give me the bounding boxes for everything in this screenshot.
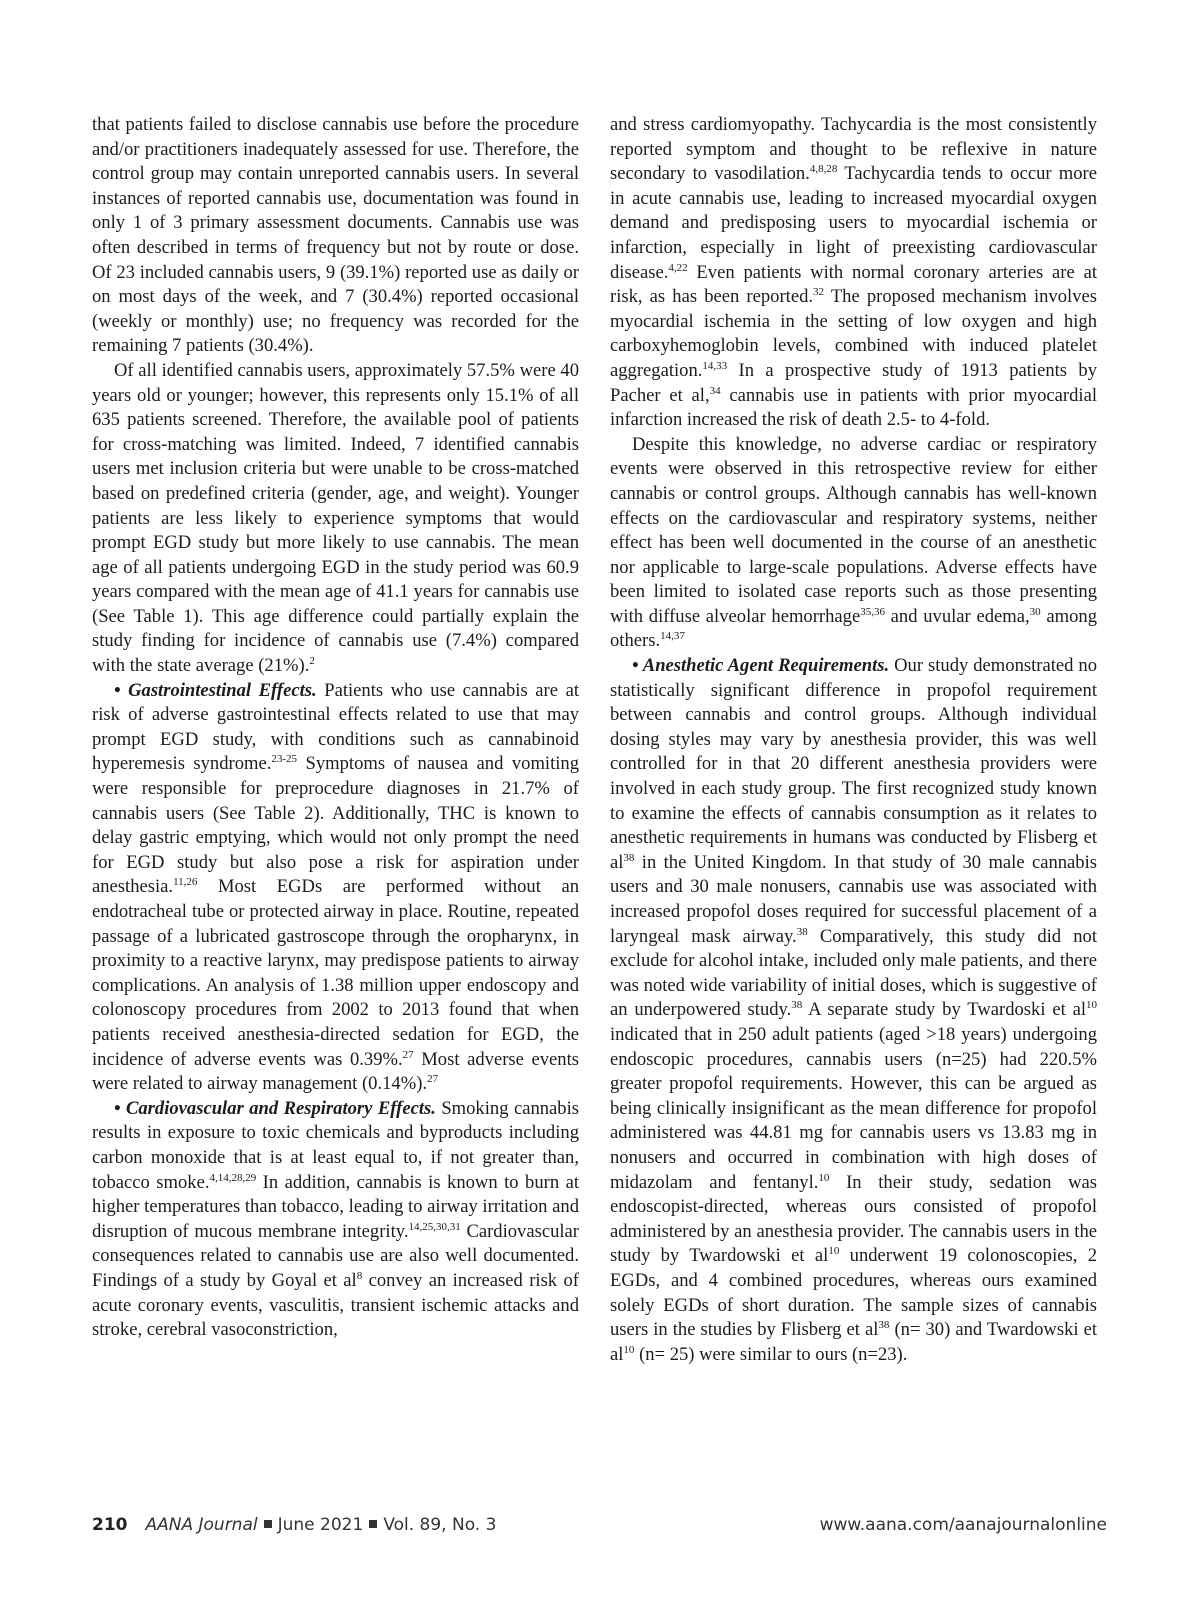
section-heading: • Cardiovascular and Respiratory Effects. <box>114 1097 436 1119</box>
body-text: Comparatively, this study did not exclude for alcohol intake, included only male patients, and there was noted wide variability of initial doses, which is suggestive of an underpowered study. <box>610 925 1097 1021</box>
body-text: and uvular edema, <box>884 605 1030 627</box>
right-column <box>610 113 1097 1367</box>
journal-name: AANA Journal <box>145 1515 258 1535</box>
paragraph <box>92 359 579 679</box>
body-text: in the United Kingdom. In that study of 30 male cannabis users and 30 male nonusers, cannabis use was associated with increased propofol doses required for successful placement of a laryngeal mask airway. <box>610 851 1097 947</box>
body-text: cannabis use in patients with prior myocardial infarction increased the risk of death 2.5- to 4-fold. <box>610 384 1097 431</box>
section-heading: • Anesthetic Agent Requirements. <box>632 655 890 677</box>
citation: 27 <box>427 1073 439 1086</box>
separator-square-icon <box>369 1520 377 1528</box>
paragraph <box>610 433 1097 654</box>
body-text: In a prospective study of 1913 patients by Pacher et al, <box>610 359 1097 406</box>
body-text: Cardiovascular consequences related to cannabis use are also well documented. Findings of a study by Goyal et al <box>92 1220 579 1291</box>
left-column <box>92 113 579 1343</box>
citation: 38 <box>878 1319 890 1332</box>
body-text: that patients failed to disclose cannabis use before the procedure and/or practitioners inadequately assessed for use. Therefore, the control group may contain unreported cannabis users. In several instances of reported cannabis use, documentation was found in only 1 of 3 primary assessment documents. Cannabis use was often described in terms of frequency but not by route or dose. Of 23 included cannabis users, 9 (39.1%) reported use as daily or on most days of the week, and 7 (30.4%) reported occasional (weekly or monthly) use; no frequency was recorded for the remaining 7 patients (30.4%). <box>92 114 579 357</box>
citation: 8 <box>356 1269 363 1282</box>
volume-issue: Vol. 89, No. 3 <box>383 1515 497 1535</box>
citation: 10 <box>818 1171 830 1184</box>
citation: 14,33 <box>702 359 728 372</box>
body-text: Most adverse events were related to airway management (0.14%). <box>92 1048 579 1095</box>
citation: 38 <box>796 925 808 938</box>
citation: 35,36 <box>860 605 885 618</box>
body-text: In addition, cannabis is known to burn at higher temperatures than tobacco, leading to airway irritation and disruption of mucous membrane integrity. <box>92 1171 579 1242</box>
body-text: The proposed mechanism involves myocardial ischemia in the setting of low oxygen and high carboxyhemoglobin levels, combined with induced platelet aggregation. <box>610 286 1097 381</box>
separator-square-icon <box>264 1520 272 1528</box>
body-text: In their study, sedation was endoscopist-directed, whereas ours consisted of propofol administered by an anesthesia provider. The cannabis users in the study by Twardowski et al <box>610 1171 1098 1267</box>
body-text: Most EGDs are performed without an endotracheal tube or protected airway in place. Routine, repeated passage of a lubricated gastroscope through the oropharynx, in proximity to a reactive larynx, may predispose patients to airway complications. An analysis of 1.38 million upper endoscopy and colonoscopy procedures from 2002 to 2013 found that when patients received anesthesia-directed sedation for EGD, the incidence of adverse events was 0.39%. <box>92 876 579 1070</box>
paragraph <box>92 679 579 1097</box>
page-number: 210 <box>92 1515 128 1535</box>
section-heading: • Gastrointestinal Effects. <box>114 679 317 701</box>
body-text: and stress cardiomyopathy. Tachycardia is the most consistently reported symptom and thought to be reflexive in nature secondary to vasodilation. <box>610 114 1097 185</box>
body-text: A separate study by Twardoski et al <box>802 999 1086 1021</box>
citation: 32 <box>813 286 825 299</box>
body-text: among others. <box>610 605 1097 652</box>
citation: 14,25,30,31 <box>408 1220 461 1233</box>
issue-date: June 2021 <box>277 1515 364 1535</box>
footer-citation <box>92 1515 496 1535</box>
body-text: Smoking cannabis results in exposure to toxic chemicals and byproducts including carbon monoxide that is at least equal to, if not greater than, tobacco smoke. <box>92 1097 579 1193</box>
citation: 14,37 <box>660 630 685 643</box>
paragraph <box>610 113 1097 433</box>
citation: 4,8,28 <box>809 163 838 176</box>
page-footer <box>92 1515 1107 1539</box>
paragraph <box>610 654 1097 1367</box>
citation: 10 <box>623 1343 635 1356</box>
citation: 10 <box>1086 999 1097 1012</box>
body-text: Of all identified cannabis users, approximately 57.5% were 40 years old or younger; however, this represents only 15.1% of all 635 patients screened. Therefore, the available pool of patients for cross-matching was limited. Indeed, 7 identified cannabis users met inclusion criteria but were unable to be cross-matched based on predefined criteria (gender, age, and weight). Younger patients are less likely to experience symptoms that would prompt EGD study but more likely to use cannabis. The mean age of all patients undergoing EGD in the study period was 60.9 years compared with the mean age of 41.1 years for cannabis use (See Table 1). This age difference could partially explain the study finding for incidence of cannabis use (7.4%) compared with the state average (21%). <box>92 359 579 677</box>
body-text: (n= 25) were similar to ours (n=23). <box>634 1343 908 1365</box>
body-text: (n= 30) and Twardowski et al <box>610 1319 1097 1365</box>
paragraph <box>92 113 579 359</box>
citation: 38 <box>791 999 803 1012</box>
body-text: Even patients with normal coronary arteries are at risk, as has been reported. <box>610 261 1097 308</box>
journal-url: www.aana.com/aanajournalonline <box>819 1515 1107 1535</box>
body-text: Our study demonstrated no statistically significant difference in propofol requirement between cannabis and control groups. Although individual dosing styles may vary by anesthesia provider, this was well controlled for in that 20 different anesthesia providers were involved in each study group. The first recognized study known to examine the effects of cannabis consumption as it relates to anesthetic requirements in humans was conducted by Flisberg et al <box>610 655 1097 873</box>
citation: 4,14,28,29 <box>209 1171 257 1184</box>
body-text: Symptoms of nausea and vomiting were responsible for preprocedure diagnoses in 21.7% of cannabis users (See Table 2). Additionally, THC is known to delay gastric emptying, which would not only prompt the need for EGD study but also pose a risk for aspiration under anesthesia. <box>92 753 579 898</box>
citation: 10 <box>828 1245 840 1258</box>
body-text: underwent 19 colonoscopies, 2 EGDs, and 4 combined procedures, whereas ours examined solely EGDs of short duration. The sample sizes of cannabis users in the studies by Flisberg et al <box>610 1245 1097 1341</box>
citation: 4,22 <box>668 261 688 274</box>
body-text: Despite this knowledge, no adverse cardiac or respiratory events were observed in this retrospective review for either cannabis or control groups. Although cannabis has well-known effects on the cardiovascular and respiratory systems, neither effect has been well documented in the course of an anesthetic nor applicable to large-scale populations. Adverse effects have been limited to isolated case reports such as those presenting with diffuse alveolar hemorrhage <box>610 433 1097 627</box>
citation: 23-25 <box>271 753 298 766</box>
citation: 11,26 <box>173 876 198 889</box>
citation: 27 <box>402 1048 414 1061</box>
paragraph <box>92 1097 579 1343</box>
citation: 2 <box>309 655 315 668</box>
citation: 38 <box>623 851 635 864</box>
body-text: Tachycardia tends to occur more in acute cannabis use, leading to increased myocardial oxygen demand and predisposing users to myocardial ischemia or infarction, especially in light of preexisting cardiovascular disease. <box>610 163 1098 283</box>
body-text: indicated that in 250 adult patients (aged >18 years) undergoing endoscopic procedures, cannabis users (n=25) had 220.5% greater propofol requirements. However, this can be argued as being clinically insignificant as the mean difference for propofol administered was 44.81 mg for cannabis users vs 13.83 mg in nonusers and occurred in combination with high doses of midazolam and fentanyl. <box>610 1023 1097 1193</box>
body-text: Patients who use cannabis are at risk of adverse gastrointestinal effects related to use that may prompt EGD study, with conditions such as cannabinoid hyperemesis syndrome. <box>92 679 579 775</box>
citation: 30 <box>1029 605 1041 618</box>
body-text: convey an increased risk of acute coronary events, vasculitis, transient ischemic attacks and stroke, cerebral vasoconstriction, <box>92 1269 579 1341</box>
citation: 34 <box>709 384 721 397</box>
